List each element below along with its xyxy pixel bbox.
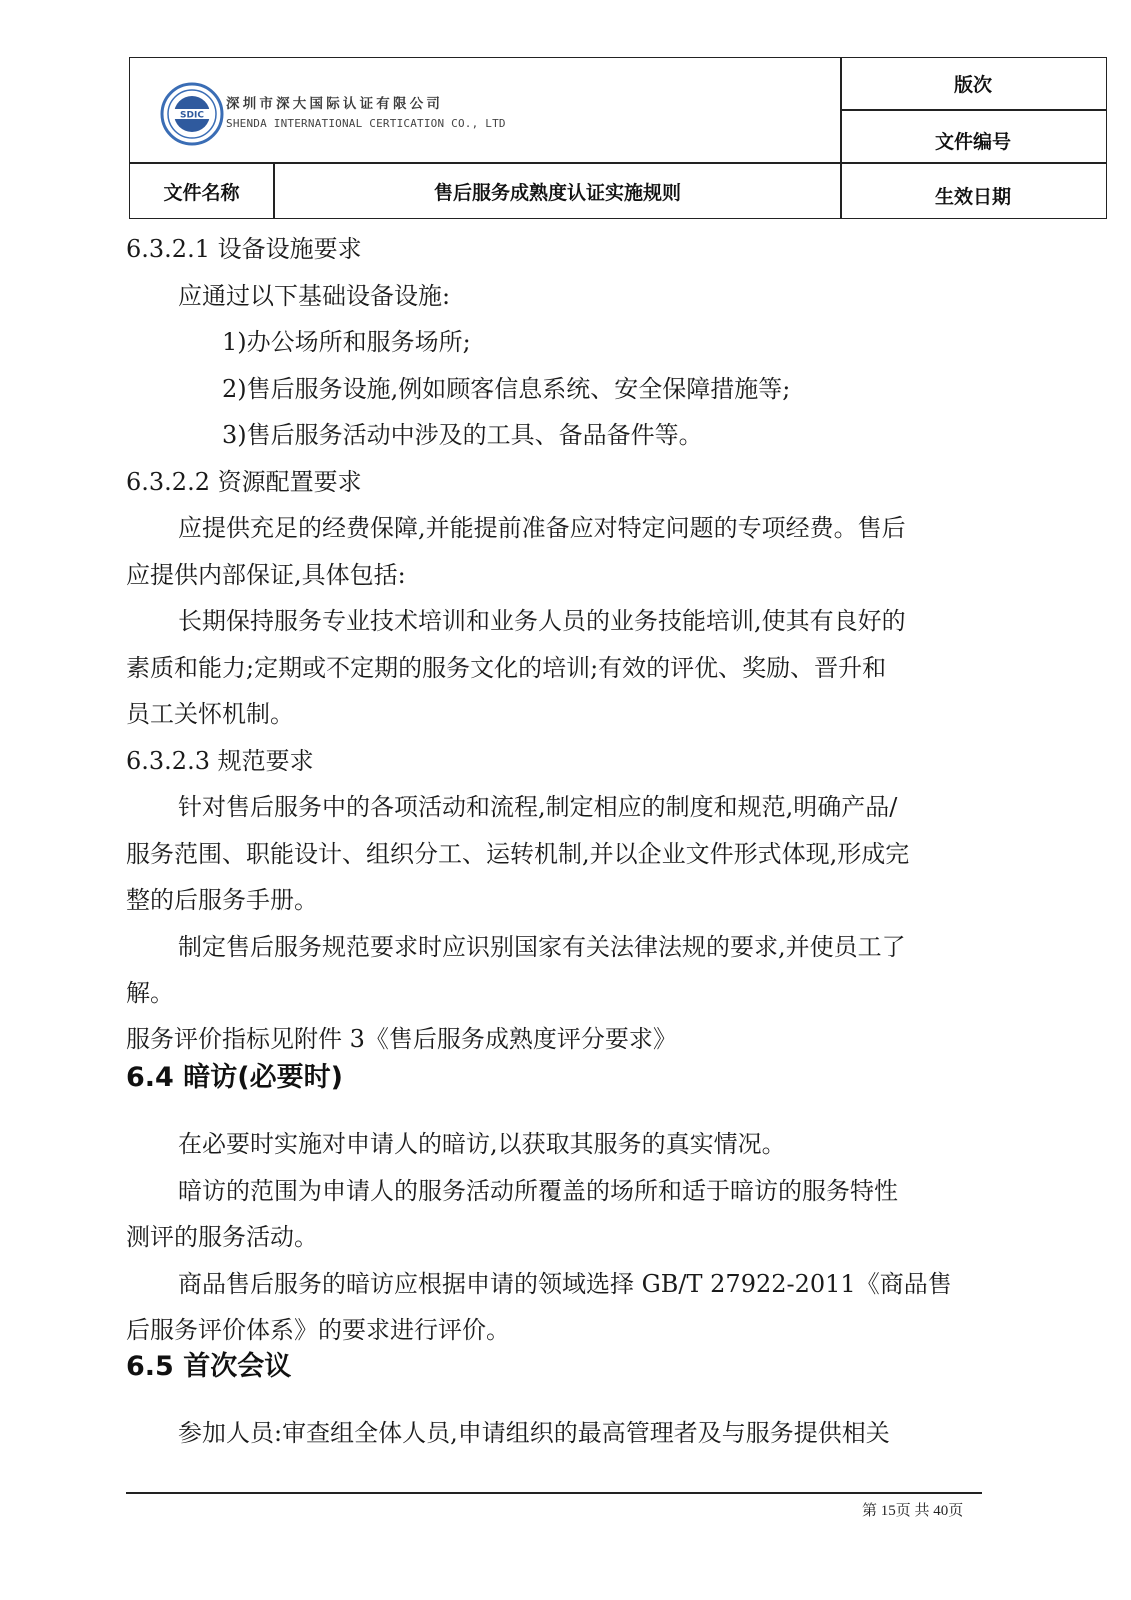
header-divider — [840, 109, 1106, 111]
section-title: 6.3.2.3 规范要求 — [126, 747, 314, 775]
paragraph-line: 素质和能力;定期或不定期的服务文化的培训;有效的评优、奖励、晋升和 — [126, 654, 887, 682]
version-label: 版次 — [953, 74, 992, 96]
paragraph-line: 解。 — [126, 979, 174, 1007]
paragraph-line: 针对售后服务中的各项活动和流程,制定相应的制度和规范,明确产品/ — [178, 793, 898, 821]
section-heading: 6.4 暗访(必要时) — [126, 1062, 343, 1093]
paragraph-line: 在必要时实施对申请人的暗访,以获取其服务的真实情况。 — [178, 1130, 786, 1158]
paragraph-line: 服务评价指标见附件 3《售后服务成熟度评分要求》 — [126, 1025, 677, 1053]
paragraph-line: 参加人员:审查组全体人员,申请组织的最高管理者及与服务提供相关 — [178, 1419, 890, 1447]
section-title: 6.3.2.2 资源配置要求 — [126, 468, 362, 496]
list-item: 2)售后服务设施,例如顾客信息系统、安全保障措施等; — [222, 375, 791, 403]
effective-date-label: 生效日期 — [934, 185, 1011, 208]
paragraph-line: 商品售后服务的暗访应根据申请的领域选择 GB/T 27922-2011《商品售 — [178, 1270, 952, 1298]
paragraph-line: 应通过以下基础设备设施: — [178, 282, 451, 310]
paragraph-line: 制定售后服务规范要求时应识别国家有关法律法规的要求,并使员工了 — [178, 933, 906, 961]
section-title: 6.3.2.1 设备设施要求 — [126, 235, 362, 263]
list-item: 1)办公场所和服务场所; — [222, 328, 471, 356]
paragraph-line: 后服务评价体系》的要求进行评价。 — [126, 1316, 510, 1344]
list-item: 3)售后服务活动中涉及的工具、备品备件等。 — [222, 421, 703, 449]
paragraph-line: 长期保持服务专业技术培训和业务人员的业务技能培训,使其有良好的 — [178, 607, 906, 635]
paragraph-line: 应提供充足的经费保障,并能提前准备应对特定问题的专项经费。售后 — [178, 514, 906, 542]
company-logo — [160, 82, 224, 146]
paragraph-line: 暗访的范围为申请人的服务活动所覆盖的场所和适于暗访的服务特性 — [178, 1177, 898, 1205]
doc-name-label: 文件名称 — [163, 181, 240, 204]
paragraph-line: 整的后服务手册。 — [126, 886, 318, 914]
doc-number-label: 文件编号 — [934, 130, 1011, 153]
paragraph-line: 服务范围、职能设计、组织分工、运转机制,并以企业文件形式体现,形成完 — [126, 840, 910, 868]
section-heading: 6.5 首次会议 — [126, 1351, 292, 1382]
logo-text: SDIC — [180, 110, 204, 121]
document-header-table — [129, 57, 1107, 219]
paragraph-line: 应提供内部保证,具体包括: — [126, 561, 406, 589]
company-name-cn: 深圳市深大国际认证有限公司 — [226, 96, 444, 112]
company-name-en: SHENDA INTERNATIONAL CERTICATION CO., LTD — [226, 117, 506, 130]
doc-name-value: 售后服务成熟度认证实施规则 — [433, 181, 681, 204]
paragraph-line: 员工关怀机制。 — [126, 700, 294, 728]
paragraph-line: 测评的服务活动。 — [126, 1223, 318, 1251]
footer-divider — [126, 1492, 982, 1494]
page-number: 第 15页 共 40页 — [862, 1503, 964, 1519]
